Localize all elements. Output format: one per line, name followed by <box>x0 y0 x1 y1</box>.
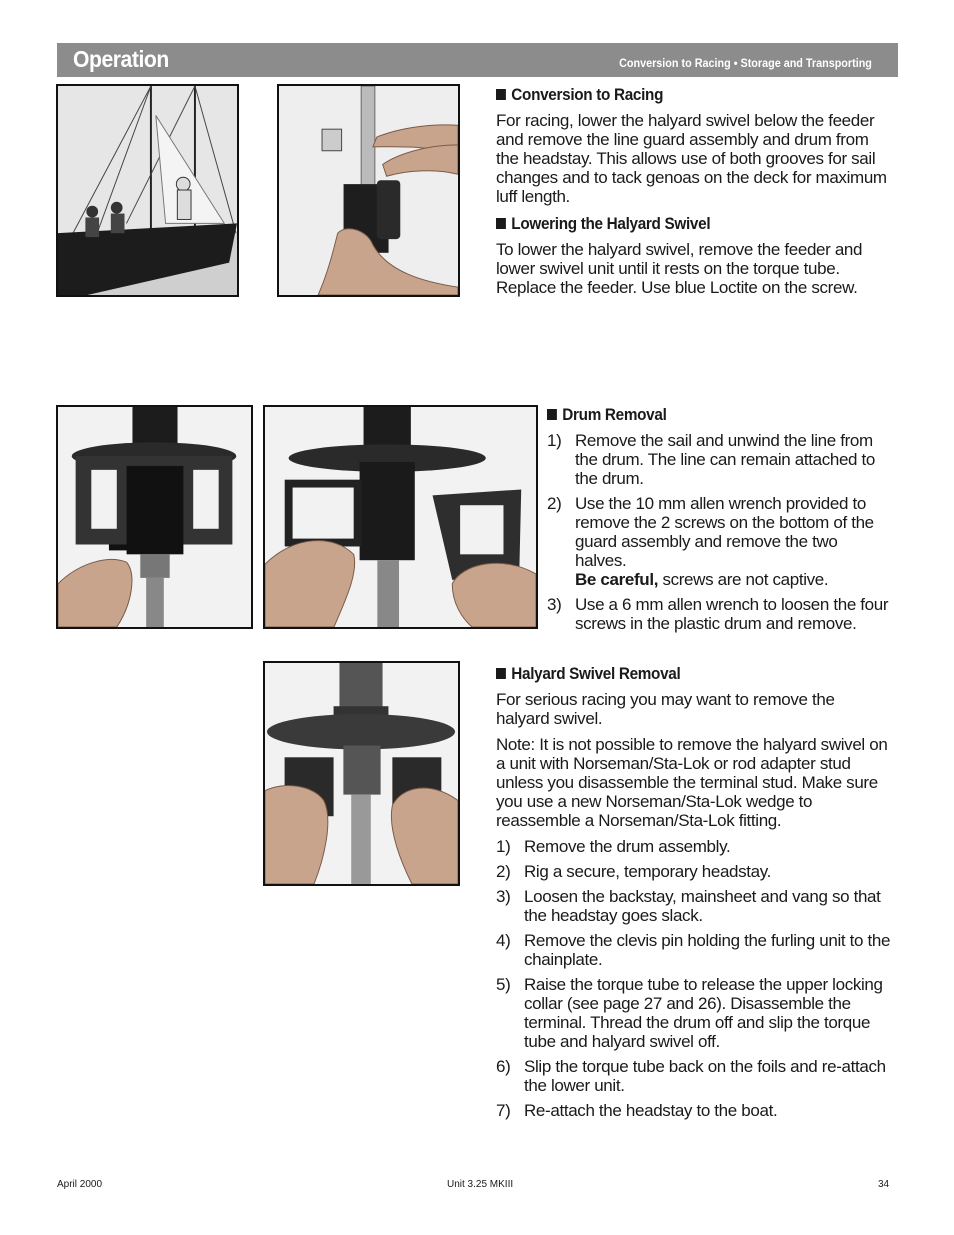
list-item: 1) Remove the drum assembly. <box>496 837 731 856</box>
list-item: 1) Remove the sail and unwind the line from the drum. The line can remain attached to the drum. <box>547 431 876 488</box>
drum-steps <box>547 431 893 633</box>
list-item: 3) Loosen the backstay, mainsheet and vang so that the headstay goes slack. <box>496 887 881 925</box>
conversion-body: For racing, lower the halyard swivel below the feeder and remove the line guard assembly and drum from the headstay. This allows use of both grooves for sail changes and to tack genoas on the deck for maximum luff length. <box>496 111 887 206</box>
list-item: 3) Use a 6 mm allen wrench to loosen the four screws in the plastic drum and remove. <box>547 595 889 633</box>
list-item: 6) Slip the torque tube back on the foils and re-attach the lower unit. <box>496 1057 886 1095</box>
page-subtitle: Conversion to Racing • Storage and Transporting <box>619 56 872 70</box>
conversion-heading: Conversion to Racing <box>496 85 852 104</box>
feeder-photo <box>277 84 460 297</box>
bullet-square-icon <box>496 89 506 100</box>
sailboat-photo <box>56 84 239 297</box>
bullet-square-icon <box>496 668 506 679</box>
drum-section <box>547 405 893 639</box>
guard-removal-photo <box>263 405 538 629</box>
list-item: 4) Remove the clevis pin holding the furling unit to the chainplate. <box>496 931 891 969</box>
list-item: 2) Use the 10 mm allen wrench provided to remove the 2 screws on the bottom of the guard assembly and remove the two halves. Be careful, screws are not captive. <box>547 494 874 589</box>
bullet-square-icon <box>496 218 506 229</box>
swivel-section <box>496 664 892 1126</box>
drum-wrench-photo <box>56 405 253 629</box>
list-item: 7) Re-attach the headstay to the boat. <box>496 1101 778 1120</box>
conversion-section <box>496 85 892 304</box>
header-bar <box>57 43 898 77</box>
swivel-intro: For serious racing you may want to remove the halyard swivel. <box>496 690 835 728</box>
swivel-steps <box>496 837 892 1120</box>
lowering-body: To lower the halyard swivel, remove the feeder and lower swivel unit until it rests on the torque tube. Replace the feeder. Use blue Loctite on the screw. <box>496 240 863 297</box>
bullet-square-icon <box>547 409 557 420</box>
footer-unit: Unit 3.25 MKIII <box>447 1179 514 1190</box>
list-item: 5) Raise the torque tube to release the upper locking collar (see page 27 and 26). Disassemble the terminal. Thread the drum off and slip the torque tube and halyard swivel off. <box>496 975 883 1051</box>
list-item: 2) Rig a secure, temporary headstay. <box>496 862 772 881</box>
swivel-removal-photo <box>263 661 460 886</box>
drum-heading: Drum Removal <box>547 405 858 424</box>
page-title: Operation <box>73 46 169 72</box>
swivel-heading: Halyard Swivel Removal <box>496 664 852 683</box>
footer-date: April 2000 <box>57 1179 103 1190</box>
swivel-note: Note: It is not possible to remove the halyard swivel on a unit with Norseman/Sta-Lok or rod adapter stud unless you disassemble the terminal stud. Make sure you use a new Norseman/Sta-Lok wedge to reassemble a Norseman/Sta-Lok fitting. <box>496 735 888 830</box>
lowering-heading: Lowering the Halyard Swivel <box>496 214 852 233</box>
caution-text: Be careful, <box>575 570 659 589</box>
page-number: 34 <box>878 1179 890 1190</box>
